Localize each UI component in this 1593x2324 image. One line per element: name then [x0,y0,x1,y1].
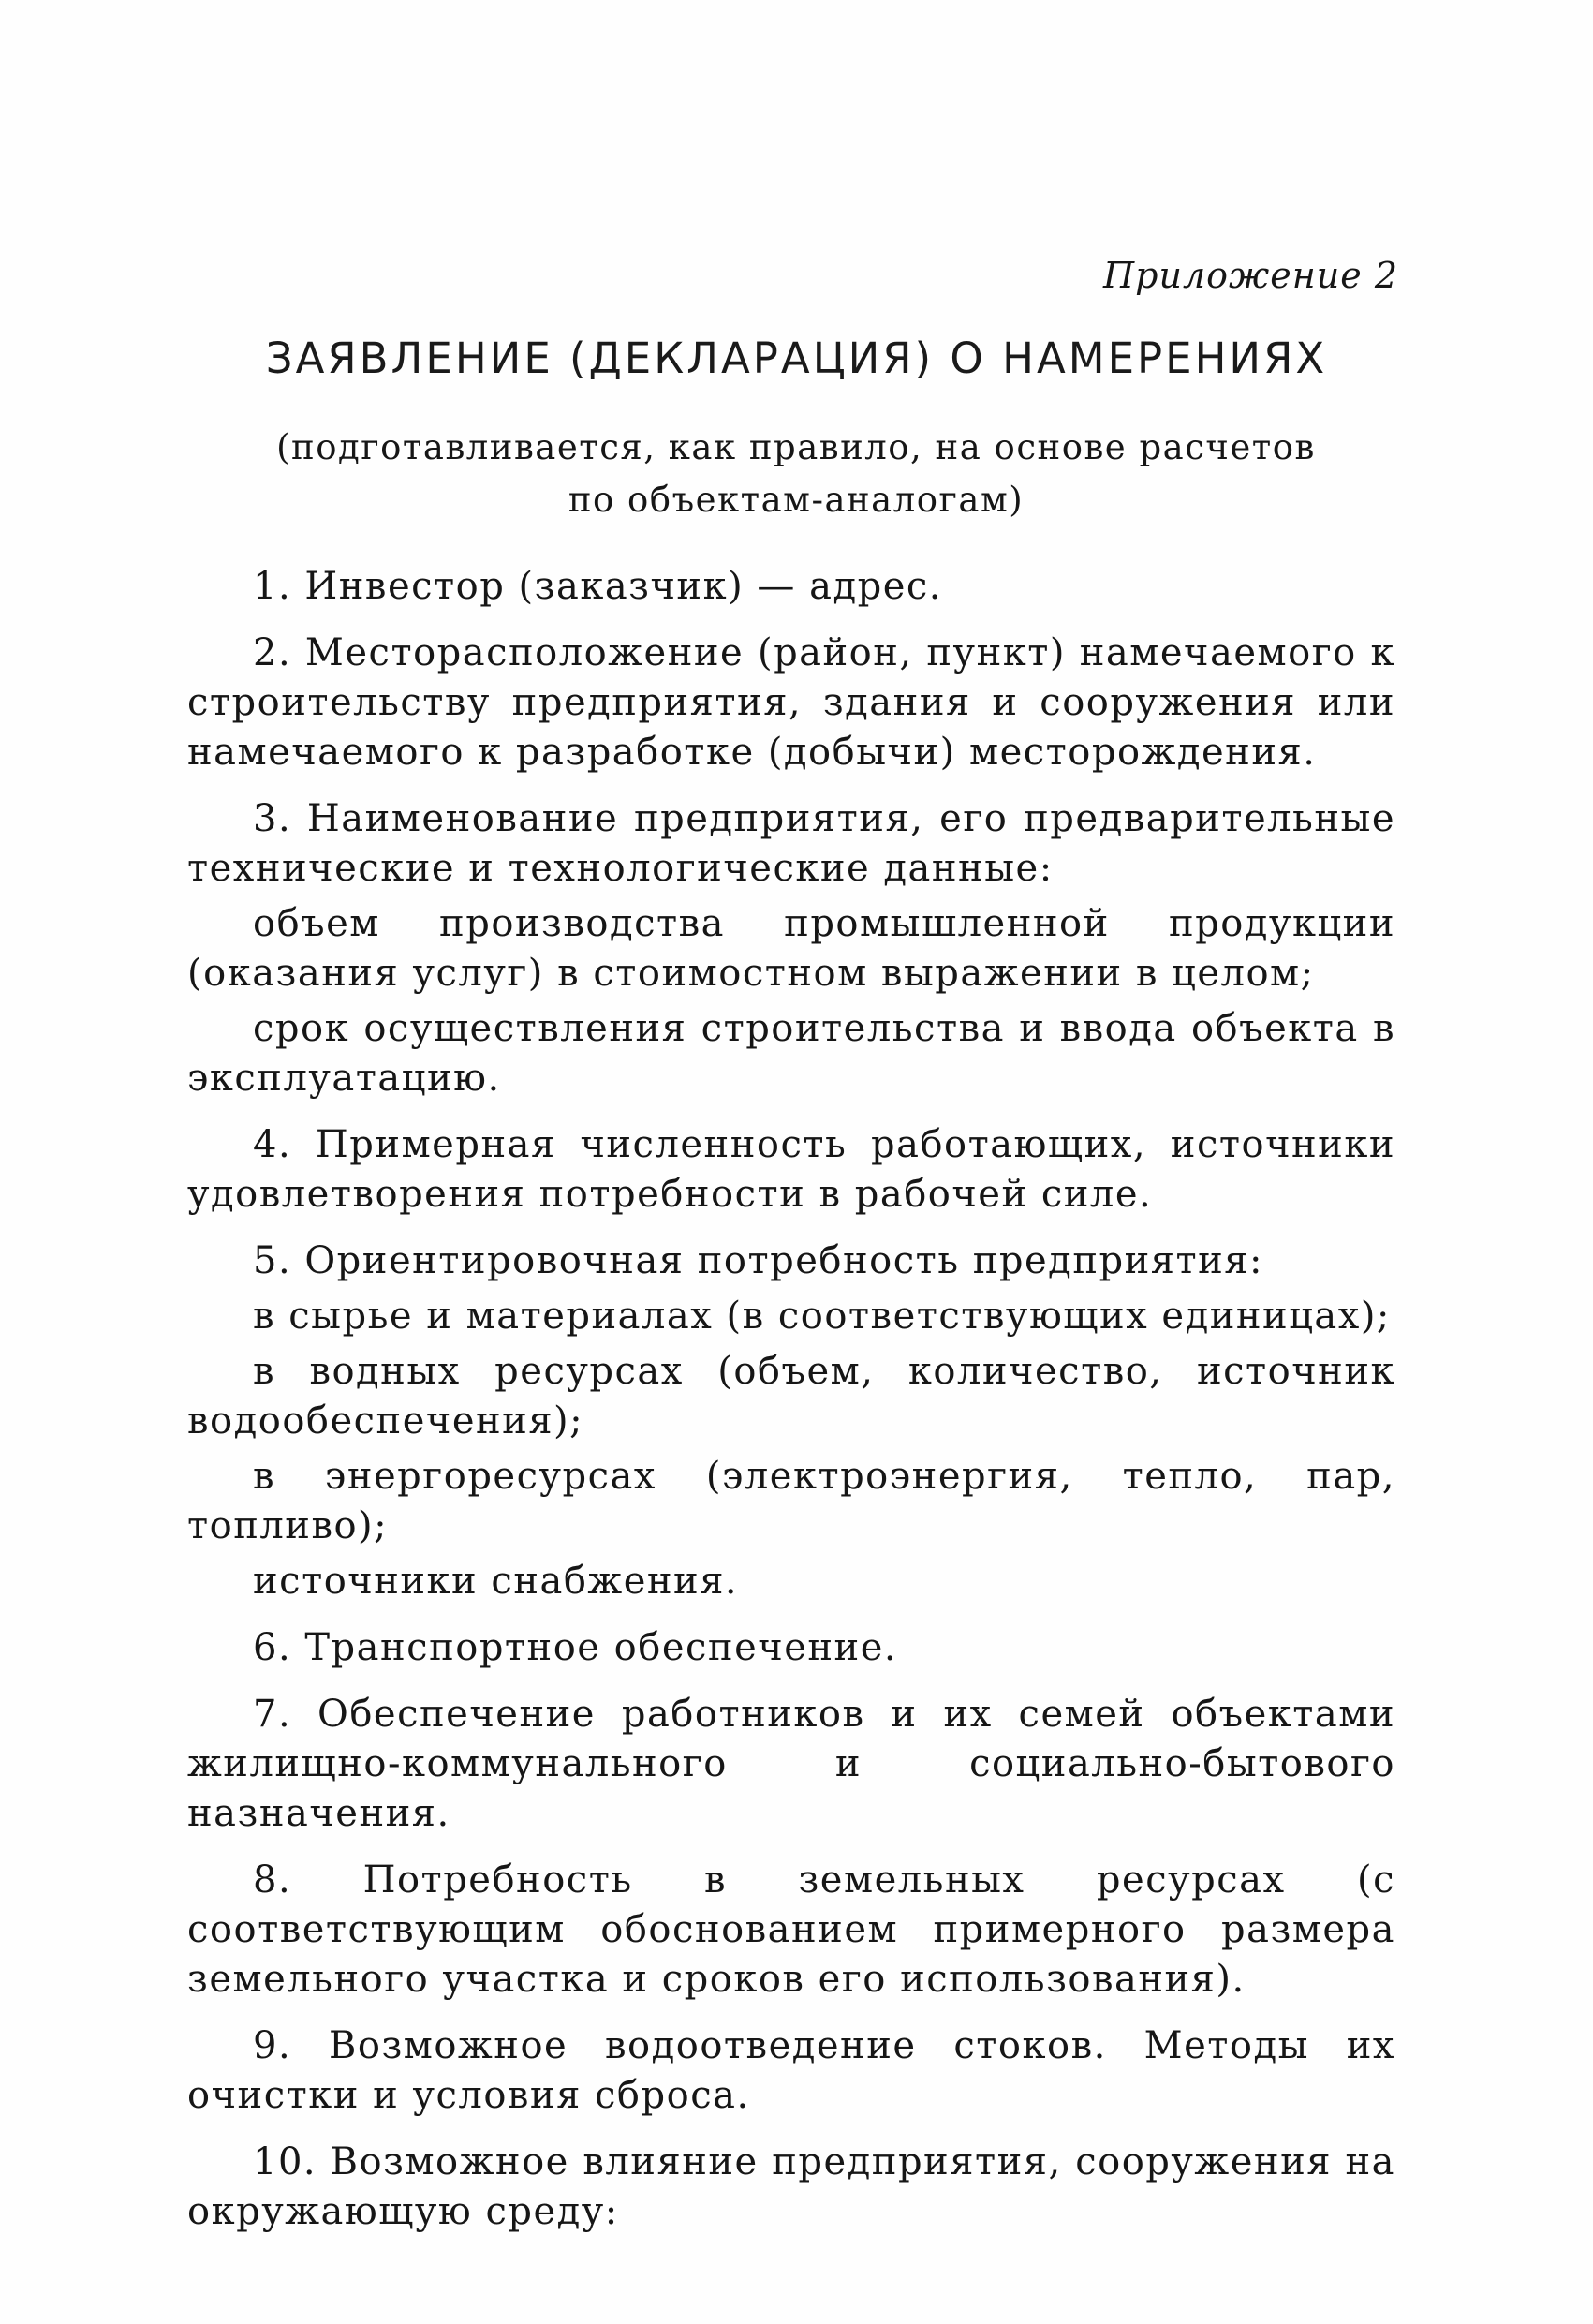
item-4: 4. Примерная численность работающих, источники удовлетворения потребности в рабочей силе. [187,1123,1395,1216]
subtitle-line-1: (подготавливается, как правило, на основе расчетов [276,427,1316,467]
subtitle [272,422,1320,526]
page-title: ЗАЯВЛЕНИЕ (ДЕКЛАРАЦИЯ) О НАМЕРЕНИЯХ [265,333,1328,383]
item-10: 10. Возможное влияние предприятия, сооружения на окружающую среду: [187,2140,1395,2233]
item-7: 7. Обеспечение работников и их семей объектами жилищно-коммунального и социально-бытового назначения. [187,1693,1395,1835]
item-2: 2. Месторасположение (район, пункт) намечаемого к строительству предприятия, здания и сооружения или намечаемого к разработке (добычи) месторождения. [187,631,1395,774]
item-5-sub-2: в водных ресурсах (объем, количество, источник водообеспечения); [187,1350,1395,1443]
appendix-label: Приложение 2 [1103,255,1398,296]
item-5-sub-1: в сырье и материалах (в соответствующих единицах); [253,1295,1391,1338]
item-5: 5. Ориентировочная потребность предприятия: [253,1239,1263,1282]
item-3: 3. Наименование предприятия, его предварительные технические и технологические данные: [187,797,1395,890]
subtitle-line-2: по объектам-аналогам) [568,480,1025,520]
document-body [187,562,1395,2254]
item-3-sub-1: объем производства промышленной продукции (оказания услуг) в стоимостном выражении в целом; [187,902,1395,995]
item-6: 6. Транспортное обеспечение. [253,1626,898,1669]
item-3-sub-2: срок осуществления строительства и ввода объекта в эксплуатацию. [187,1007,1395,1100]
item-5-sub-3: в энергоресурсах (электроэнергия, тепло, пар, топливо); [187,1455,1395,1547]
item-8: 8. Потребность в земельных ресурсах (с соответствующим обоснованием примерного размера земельного участка и сроков его использования). [187,1858,1395,2001]
item-9: 9. Возможное водоотведение стоков. Методы их очистки и условия сброса. [187,2024,1395,2117]
item-5-sub-4: источники снабжения. [253,1560,739,1603]
item-1: 1. Инвестор (заказчик) — адрес. [253,565,942,608]
